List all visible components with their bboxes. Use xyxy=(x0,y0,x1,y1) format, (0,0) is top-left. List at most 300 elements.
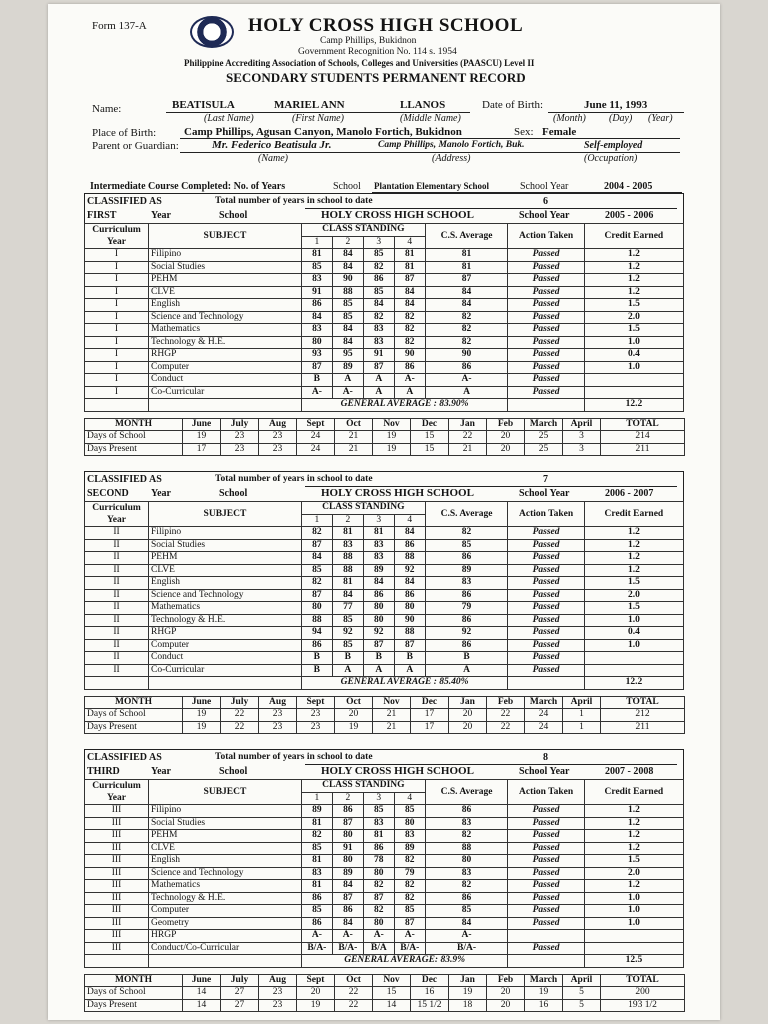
quarter-1-grade: 83 xyxy=(301,324,332,337)
days-present-value: 21 xyxy=(449,443,487,456)
quarter-1-grade: 89 xyxy=(301,805,332,818)
days-of-school-value: 15 xyxy=(411,431,449,444)
year-label: Year xyxy=(151,210,171,221)
subject-name: Social Studies xyxy=(149,817,302,830)
credit-earned: 1.2 xyxy=(584,249,683,262)
credit-earned-header: Credit Earned xyxy=(584,502,683,527)
credit-earned: 1.0 xyxy=(584,917,683,930)
credit-earned: 1.2 xyxy=(584,274,683,287)
quarter-1-grade: 88 xyxy=(301,614,332,627)
month-8-header: Jan xyxy=(449,974,487,987)
quarter-3-grade: 82 xyxy=(363,905,394,918)
school-seal-icon xyxy=(190,16,234,48)
parent-address: Camp Phillips, Manolo Fortich, Buk. xyxy=(378,140,525,150)
year-caption: (Year) xyxy=(648,113,673,124)
month-6-header: Nov xyxy=(373,418,411,431)
quarter-2-grade: 84 xyxy=(332,261,363,274)
days-of-school-value: 24 xyxy=(525,709,563,722)
month-2-header: July xyxy=(221,696,259,709)
month-12-header: TOTAL xyxy=(601,418,685,431)
subject-name: Mathematics xyxy=(149,324,302,337)
action-taken: Passed xyxy=(508,577,584,590)
action-taken-header: Action Taken xyxy=(508,502,584,527)
intermediate-year-label: School Year xyxy=(520,181,569,192)
days-present-value: 19 xyxy=(373,443,411,456)
days-of-school-value: 17 xyxy=(411,709,449,722)
quarter-1-grade: 94 xyxy=(301,627,332,640)
credit-earned: 1.5 xyxy=(584,324,683,337)
action-taken: Passed xyxy=(508,299,584,312)
school-year-label: School Year xyxy=(519,488,570,499)
quarter-2-grade: 85 xyxy=(332,614,363,627)
month-1-header: June xyxy=(183,974,221,987)
month-1-header: June xyxy=(183,696,221,709)
quarter-2-grade: 87 xyxy=(332,892,363,905)
quarter-2-grade: 92 xyxy=(332,627,363,640)
quarter-3-grade: 87 xyxy=(363,892,394,905)
cs-average: 85 xyxy=(425,539,508,552)
days-present-label: Days Present xyxy=(85,721,183,734)
class-standing-header: CLASS STANDING xyxy=(301,780,425,793)
subject-name: Conduct/Co-Curricular xyxy=(149,942,302,955)
curriculum-year: II xyxy=(85,614,149,627)
action-taken: Passed xyxy=(508,842,584,855)
days-present-value: 17 xyxy=(411,721,449,734)
subject-name: Computer xyxy=(149,639,302,652)
cs-average: 83 xyxy=(425,577,508,590)
subject-name: Science and Technology xyxy=(149,589,302,602)
month-3-header: Aug xyxy=(259,974,297,987)
name-label: Name: xyxy=(92,103,122,115)
cs-average: 86 xyxy=(425,805,508,818)
credit-earned-header: Credit Earned xyxy=(584,224,683,249)
quarter-4-header: 4 xyxy=(394,236,425,249)
quarter-3-grade: 82 xyxy=(363,880,394,893)
quarter-1-grade: 87 xyxy=(301,361,332,374)
curriculum-year-header: Year xyxy=(85,236,149,249)
year-section-header xyxy=(84,749,684,779)
subject-name: Science and Technology xyxy=(149,311,302,324)
quarter-1-header: 1 xyxy=(301,236,332,249)
cs-average: B/A- xyxy=(425,942,508,955)
action-taken: Passed xyxy=(508,855,584,868)
days-present-value: 20 xyxy=(449,721,487,734)
subject-row xyxy=(85,614,684,627)
quarter-4-grade: 83 xyxy=(394,830,425,843)
action-taken: Passed xyxy=(508,527,584,540)
days-present-value: 23 xyxy=(259,721,297,734)
curriculum-year: II xyxy=(85,639,149,652)
quarter-3-grade: 89 xyxy=(363,564,394,577)
cs-average: 86 xyxy=(425,614,508,627)
month-2-header: July xyxy=(221,974,259,987)
subject-name: Technology & H.E. xyxy=(149,336,302,349)
credit-earned: 1.2 xyxy=(584,552,683,565)
intermediate-year: 2004 - 2005 xyxy=(604,181,653,192)
subject-name: Technology & H.E. xyxy=(149,892,302,905)
days-of-school-value: 15 xyxy=(373,987,411,1000)
month-5-header: Oct xyxy=(335,696,373,709)
credit-earned: 1.5 xyxy=(584,855,683,868)
form-number: Form 137-A xyxy=(92,20,147,32)
curriculum-year: I xyxy=(85,386,149,399)
quarter-3-grade: 82 xyxy=(363,311,394,324)
quarter-1-grade: B xyxy=(301,664,332,677)
quarter-3-grade: 91 xyxy=(363,349,394,362)
quarter-3-grade: 83 xyxy=(363,336,394,349)
action-taken: Passed xyxy=(508,349,584,362)
quarter-1-grade: 85 xyxy=(301,842,332,855)
total-years-label: Total number of years in school to date xyxy=(215,196,373,206)
quarter-3-grade: 85 xyxy=(363,286,394,299)
days-of-school-value: 22 xyxy=(335,987,373,1000)
action-taken: Passed xyxy=(508,639,584,652)
year-label: Year xyxy=(151,766,171,777)
curriculum-year: II xyxy=(85,602,149,615)
days-of-school-value: 20 xyxy=(449,709,487,722)
school-line xyxy=(305,764,677,765)
sex: Female xyxy=(542,126,577,138)
quarter-4-grade: 84 xyxy=(394,299,425,312)
subject-row xyxy=(85,336,684,349)
subject-row xyxy=(85,880,684,893)
quarter-4-grade: 82 xyxy=(394,336,425,349)
credit-earned: 1.2 xyxy=(584,817,683,830)
school-label: School xyxy=(219,210,248,221)
credit-earned: 1.2 xyxy=(584,261,683,274)
subject-row xyxy=(85,324,684,337)
quarter-4-header: 4 xyxy=(394,514,425,527)
quarter-2-grade: A- xyxy=(332,386,363,399)
credit-earned: 1.0 xyxy=(584,614,683,627)
curriculum-year: I xyxy=(85,274,149,287)
quarter-1-grade: 80 xyxy=(301,602,332,615)
month-7-header: Dec xyxy=(411,418,449,431)
quarter-2-grade: 86 xyxy=(332,905,363,918)
days-of-school-label: Days of School xyxy=(85,709,183,722)
subject-row xyxy=(85,361,684,374)
subject-row xyxy=(85,917,684,930)
quarter-3-grade: 80 xyxy=(363,917,394,930)
quarter-3-grade: A- xyxy=(363,930,394,943)
action-taken: Passed xyxy=(508,249,584,262)
days-of-school-value: 21 xyxy=(335,431,373,444)
credit-earned: 2.0 xyxy=(584,589,683,602)
quarter-2-grade: 88 xyxy=(332,286,363,299)
quarter-2-grade: 84 xyxy=(332,917,363,930)
month-8-header: Jan xyxy=(449,696,487,709)
quarter-3-grade: 83 xyxy=(363,552,394,565)
quarter-2-grade: 84 xyxy=(332,336,363,349)
school-line xyxy=(305,208,677,209)
quarter-1-header: 1 xyxy=(301,792,332,805)
subject-name: Co-Curricular xyxy=(149,386,302,399)
quarter-4-grade: B xyxy=(394,652,425,665)
quarter-2-grade: 89 xyxy=(332,361,363,374)
days-of-school-value: 20 xyxy=(297,987,335,1000)
quarter-1-grade: 81 xyxy=(301,249,332,262)
quarter-3-grade: 86 xyxy=(363,274,394,287)
subject-row xyxy=(85,652,684,665)
quarter-3-grade: 86 xyxy=(363,842,394,855)
days-present-value: 23 xyxy=(259,443,297,456)
subject-row xyxy=(85,842,684,855)
days-present-value: 15 xyxy=(411,443,449,456)
days-of-school-value: 19 xyxy=(183,709,221,722)
subject-name: PEHM xyxy=(149,552,302,565)
month-9-header: Feb xyxy=(487,418,525,431)
month-6-header: Nov xyxy=(373,696,411,709)
subject-name: Filipino xyxy=(149,249,302,262)
action-taken xyxy=(508,930,584,943)
action-taken: Passed xyxy=(508,942,584,955)
days-of-school-value: 1 xyxy=(563,709,601,722)
school-year-value: 2005 - 2006 xyxy=(605,210,654,221)
days-of-school-value: 5 xyxy=(563,987,601,1000)
days-of-school-value: 22 xyxy=(449,431,487,444)
days-of-school-value: 20 xyxy=(487,987,525,1000)
school-name: HOLY CROSS HIGH SCHOOL xyxy=(248,15,524,36)
action-taken: Passed xyxy=(508,374,584,387)
action-taken: Passed xyxy=(508,627,584,640)
subject-name: PEHM xyxy=(149,830,302,843)
quarter-3-grade: 82 xyxy=(363,261,394,274)
curriculum-year: III xyxy=(85,867,149,880)
general-average: GENERAL AVERAGE: 83.9% xyxy=(301,955,508,968)
quarter-4-grade: 90 xyxy=(394,349,425,362)
cs-average: 80 xyxy=(425,855,508,868)
credit-earned: 1.0 xyxy=(584,639,683,652)
date-of-birth: June 11, 1993 xyxy=(584,99,648,111)
quarter-1-grade: 87 xyxy=(301,589,332,602)
subject-row xyxy=(85,817,684,830)
subject-row xyxy=(85,942,684,955)
quarter-2-grade: A xyxy=(332,374,363,387)
month-10-header: March xyxy=(525,418,563,431)
record-title: SECONDARY STUDENTS PERMANENT RECORD xyxy=(226,70,526,85)
classified-as-label: CLASSIFIED AS xyxy=(87,196,162,207)
middle-name: LLANOS xyxy=(400,99,446,111)
year-section-first xyxy=(84,193,684,456)
year-school-name: HOLY CROSS HIGH SCHOOL xyxy=(321,765,474,777)
subject-name: PEHM xyxy=(149,274,302,287)
credit-earned: 1.2 xyxy=(584,830,683,843)
curriculum-year: III xyxy=(85,855,149,868)
days-present-label: Days Present xyxy=(85,999,183,1012)
action-taken: Passed xyxy=(508,905,584,918)
credit-earned: 1.2 xyxy=(584,539,683,552)
days-present-value: 22 xyxy=(335,999,373,1012)
quarter-3-grade: 81 xyxy=(363,830,394,843)
subject-row xyxy=(85,311,684,324)
curriculum-year: II xyxy=(85,627,149,640)
quarter-3-header: 3 xyxy=(363,236,394,249)
address-caption: (Address) xyxy=(432,153,471,164)
subject-header: SUBJECT xyxy=(149,224,302,249)
class-standing-header: CLASS STANDING xyxy=(301,502,425,515)
classified-as-label: CLASSIFIED AS xyxy=(87,474,162,485)
subject-row xyxy=(85,564,684,577)
school-address: Camp Phillips, Bukidnon xyxy=(320,36,417,46)
quarter-3-grade: A xyxy=(363,374,394,387)
school-year-value: 2006 - 2007 xyxy=(605,488,654,499)
year-label: Year xyxy=(151,488,171,499)
quarter-3-header: 3 xyxy=(363,792,394,805)
action-taken: Passed xyxy=(508,324,584,337)
quarter-2-grade: 95 xyxy=(332,349,363,362)
days-present-value: 3 xyxy=(563,443,601,456)
month-10-header: March xyxy=(525,974,563,987)
curriculum-year: I xyxy=(85,361,149,374)
credit-earned: 1.2 xyxy=(584,842,683,855)
month-7-header: Dec xyxy=(411,696,449,709)
days-present-value: 27 xyxy=(221,999,259,1012)
credit-earned: 1.2 xyxy=(584,564,683,577)
quarter-2-grade: 83 xyxy=(332,539,363,552)
credit-earned xyxy=(584,374,683,387)
action-taken: Passed xyxy=(508,589,584,602)
action-taken: Passed xyxy=(508,664,584,677)
quarter-3-grade: 83 xyxy=(363,539,394,552)
quarter-1-grade: 82 xyxy=(301,527,332,540)
general-average: GENERAL AVERAGE : 85.40% xyxy=(301,677,508,690)
subject-row xyxy=(85,905,684,918)
quarter-1-grade: A- xyxy=(301,386,332,399)
quarter-1-grade: 82 xyxy=(301,577,332,590)
quarter-2-grade: 84 xyxy=(332,880,363,893)
quarter-1-grade: 91 xyxy=(301,286,332,299)
days-of-school-value: 214 xyxy=(601,431,685,444)
days-present-value: 22 xyxy=(487,721,525,734)
subject-header: SUBJECT xyxy=(149,780,302,805)
quarter-3-grade: 78 xyxy=(363,855,394,868)
quarter-4-grade: 82 xyxy=(394,324,425,337)
subject-name: RHGP xyxy=(149,627,302,640)
action-taken: Passed xyxy=(508,361,584,374)
quarter-1-header: 1 xyxy=(301,514,332,527)
subject-row xyxy=(85,299,684,312)
month-11-header: April xyxy=(563,696,601,709)
credit-earned: 1.5 xyxy=(584,299,683,312)
days-present-value: 22 xyxy=(221,721,259,734)
subject-row xyxy=(85,867,684,880)
quarter-3-grade: 81 xyxy=(363,527,394,540)
days-present-value: 211 xyxy=(601,721,685,734)
subject-row xyxy=(85,602,684,615)
general-average: GENERAL AVERAGE : 83.90% xyxy=(301,399,508,412)
place-of-birth: Camp Phillips, Agusan Canyon, Manolo Fortich, Bukidnon xyxy=(184,126,462,138)
month-11-header: April xyxy=(563,418,601,431)
day-caption: (Day) xyxy=(609,113,633,124)
credit-earned: 2.0 xyxy=(584,867,683,880)
subject-row xyxy=(85,349,684,362)
subject-row xyxy=(85,892,684,905)
total-years-label: Total number of years in school to date xyxy=(215,474,373,484)
subject-name: HRGP xyxy=(149,930,302,943)
month-7-header: Dec xyxy=(411,974,449,987)
quarter-1-grade: 83 xyxy=(301,867,332,880)
quarter-1-grade: A- xyxy=(301,930,332,943)
cs-average: 90 xyxy=(425,349,508,362)
days-of-school-value: 14 xyxy=(183,987,221,1000)
quarter-2-grade: 84 xyxy=(332,589,363,602)
days-of-school-value: 23 xyxy=(297,709,335,722)
curriculum-year-header: Year xyxy=(85,792,149,805)
days-present-value: 5 xyxy=(563,999,601,1012)
credit-earned: 1.5 xyxy=(584,602,683,615)
quarter-4-grade: 85 xyxy=(394,805,425,818)
curriculum-header: Curriculum xyxy=(85,502,149,515)
quarter-1-grade: 81 xyxy=(301,817,332,830)
days-present-value: 20 xyxy=(487,443,525,456)
curriculum-year: III xyxy=(85,917,149,930)
credit-earned-header: Credit Earned xyxy=(584,780,683,805)
subject-name: Mathematics xyxy=(149,880,302,893)
quarter-4-grade: B/A- xyxy=(394,942,425,955)
credit-earned: 0.4 xyxy=(584,349,683,362)
quarter-3-grade: 86 xyxy=(363,589,394,602)
curriculum-year: II xyxy=(85,652,149,665)
subject-name: Mathematics xyxy=(149,602,302,615)
days-present-value: 23 xyxy=(297,721,335,734)
subject-row xyxy=(85,830,684,843)
days-present-value: 24 xyxy=(297,443,335,456)
curriculum-year: III xyxy=(85,805,149,818)
days-present-value: 1 xyxy=(563,721,601,734)
month-4-header: Sept xyxy=(297,696,335,709)
curriculum-year: II xyxy=(85,577,149,590)
action-taken: Passed xyxy=(508,552,584,565)
credit-earned xyxy=(584,652,683,665)
quarter-3-header: 3 xyxy=(363,514,394,527)
cs-average: 86 xyxy=(425,361,508,374)
last-name-caption: (Last Name) xyxy=(204,113,254,124)
quarter-1-grade: 93 xyxy=(301,349,332,362)
credit-earned xyxy=(584,664,683,677)
quarter-1-grade: 86 xyxy=(301,639,332,652)
subject-name: Geometry xyxy=(149,917,302,930)
month-11-header: April xyxy=(563,974,601,987)
school-year-label: School Year xyxy=(519,766,570,777)
quarter-1-grade: 83 xyxy=(301,274,332,287)
month-header: MONTH xyxy=(85,418,183,431)
quarter-2-grade: 85 xyxy=(332,311,363,324)
quarter-2-grade: 87 xyxy=(332,817,363,830)
cs-average: 86 xyxy=(425,639,508,652)
month-caption: (Month) xyxy=(553,113,586,124)
quarter-1-grade: 84 xyxy=(301,552,332,565)
quarter-4-grade: 86 xyxy=(394,589,425,602)
curriculum-year: III xyxy=(85,930,149,943)
month-6-header: Nov xyxy=(373,974,411,987)
cs-average-header: C.S. Average xyxy=(425,502,508,527)
credit-earned xyxy=(584,942,683,955)
days-present-value: 211 xyxy=(601,443,685,456)
quarter-4-grade: 84 xyxy=(394,527,425,540)
quarter-4-grade: 84 xyxy=(394,577,425,590)
curriculum-header: Curriculum xyxy=(85,224,149,237)
cs-average: 86 xyxy=(425,892,508,905)
days-present-value: 193 1/2 xyxy=(601,999,685,1012)
subject-name: Technology & H.E. xyxy=(149,614,302,627)
curriculum-year: II xyxy=(85,527,149,540)
quarter-4-grade: 89 xyxy=(394,842,425,855)
quarter-4-grade: 82 xyxy=(394,892,425,905)
curriculum-year: I xyxy=(85,299,149,312)
curriculum-year: III xyxy=(85,905,149,918)
quarter-4-grade: A- xyxy=(394,930,425,943)
quarter-4-grade: 84 xyxy=(394,286,425,299)
